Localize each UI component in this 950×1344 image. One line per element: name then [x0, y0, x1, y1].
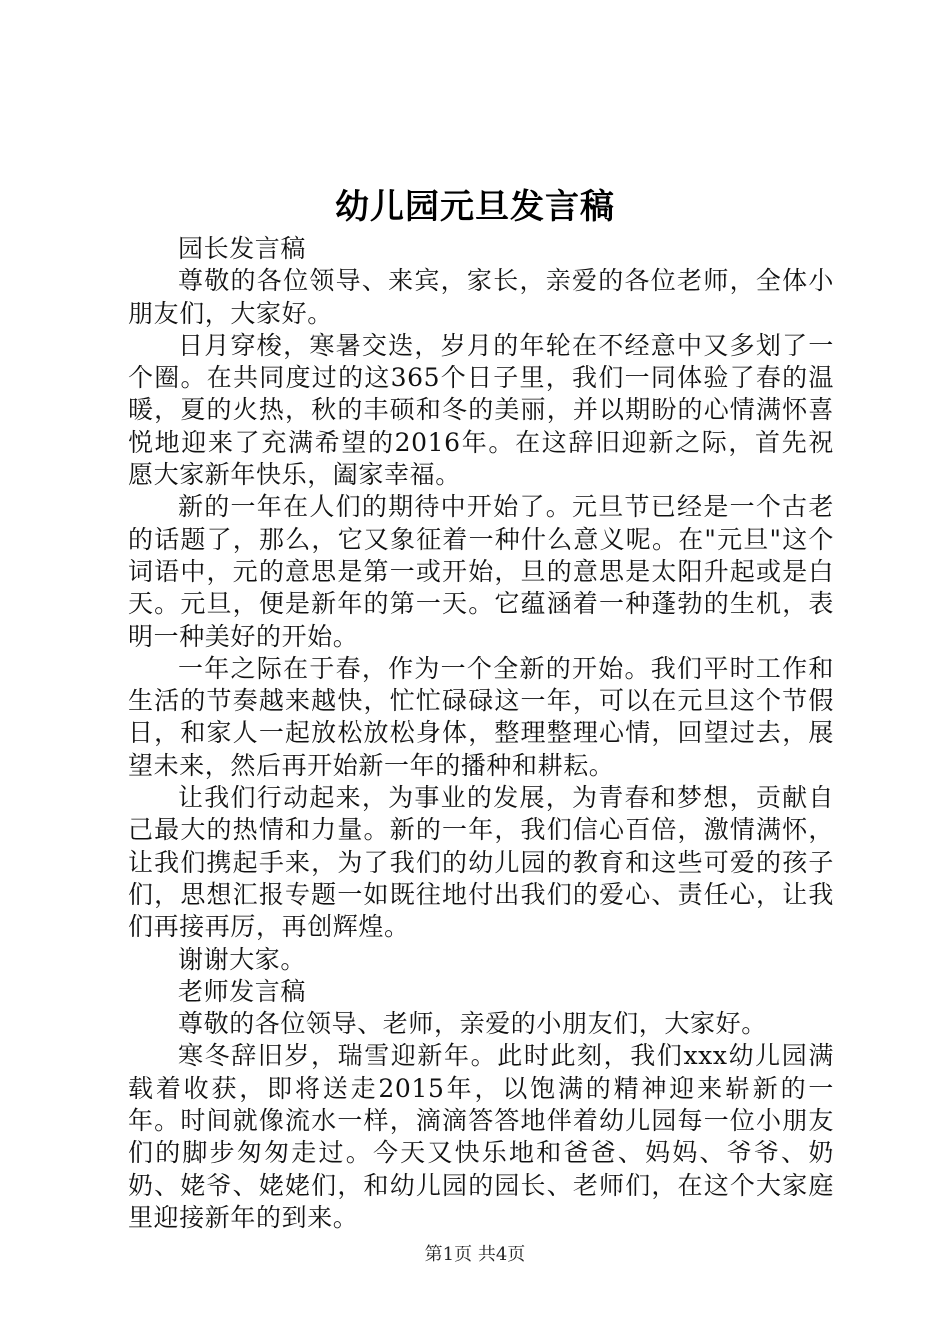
- paragraph-teacher-greeting: 尊敬的各位领导、老师，亲爱的小朋友们，大家好。: [178, 1009, 767, 1039]
- paragraph-new-year-meaning: 新的一年在人们的期待中开始了。元旦节已经是一个古老的话题了，那么，它又象征着一种什么意义呢。在"元旦"这个词语中，元的意思是第一或开始，旦的意思是太阳升起或是白天。元旦，便是新年的第一天。它蕴涵着一种蓬勃的生机，表明一种美好的开始。: [128, 492, 834, 651]
- document-body: [128, 233, 834, 1234]
- paragraph-thanks: 谢谢大家。: [178, 944, 307, 974]
- paragraph-call-to-action: 让我们行动起来，为事业的发展，为青春和梦想，贡献自己最大的热情和力量。新的一年，我们信心百倍，激情满怀，让我们携起手来，为了我们的幼儿园的教育和这些可爱的孩子们，思想汇报专题一如既往地付出我们的爱心、责任心，让我们再接再厉，再创辉煌。: [128, 783, 834, 942]
- paragraph-winter-welcome: 寒冬辞旧岁，瑞雪迎新年。此时此刻，我们xxx幼儿园满载着收获，即将送走2015年，以饱满的精神迎来崭新的一年。时间就像流水一样，滴滴答答地伴着幼儿园每一位小朋友们的脚步匆匆走过。今天又快乐地和爸爸、妈妈、爷爷、奶奶、姥爷、姥姥们，和幼儿园的园长、老师们，在这个大家庭里迎接新年的到来。: [128, 1041, 834, 1232]
- page-number-footer: 第1页 共4页: [424, 1244, 526, 1265]
- paragraph-spring-start: 一年之际在于春，作为一个全新的开始。我们平时工作和生活的节奏越来越快，忙忙碌碌这一年，可以在元旦这个节假日，和家人一起放松放松身体，整理整理心情，回望过去，展望未来，然后再开始新一年的播种和耕耘。: [128, 653, 834, 780]
- paragraph-greeting: 尊敬的各位领导、来宾，家长，亲爱的各位老师，全体小朋友们，大家好。: [128, 266, 834, 328]
- paragraph-year-review: 日月穿梭，寒暑交迭，岁月的年轮在不经意中又多划了一个圈。在共同度过的这365个日子里，我们一同体验了春的温暖，夏的火热，秋的丰硕和冬的美丽，并以期盼的心情满怀喜悦地迎来了充满希望的2016年。在这辞旧迎新之际，首先祝愿大家新年快乐，阖家幸福。: [128, 330, 834, 490]
- paragraph-principal-heading: 园长发言稿: [178, 234, 307, 263]
- paragraph-teacher-heading: 老师发言稿: [178, 976, 307, 1006]
- document-title: 幼儿园元旦发言稿: [335, 187, 615, 227]
